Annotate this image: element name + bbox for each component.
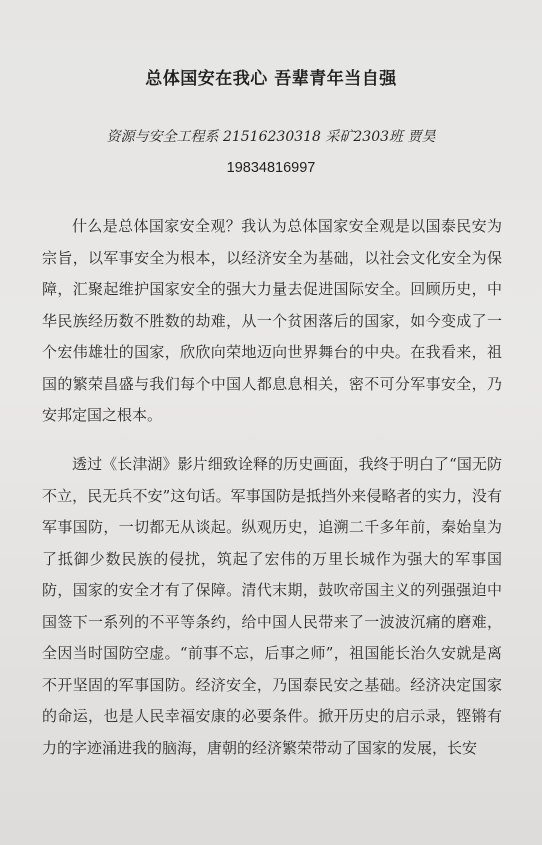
author-info: 资源与安全工程系 21516230318 采矿2303班 贾昊 (106, 129, 436, 145)
document-title: 总体国安在我心 吾辈青年当自强 (145, 69, 397, 89)
phone-number: 19834816997 (226, 160, 316, 176)
paragraph-2: 透过《长津湖》影片细致诠释的历史画面，我终于明白了“国无防不立，民无兵不安”这句话。军事国防是抵挡外来侵略者的实力，没有军事国防，一切都无从谈起。纵观历史，追溯二千多年前，秦始皇为了抵御少数民族的侵扰，筑起了宏伟的万里长城作为强大的军事国防，国家的安全才有了保障。清代末期，鼓吹帝国主义的列强强迫中国签下一系列的不平等条约，给中国人民带来了一波波沉痛的磨难，全因当时国防空虚。“前事不忘，后事之师”，祖国能长治久安就是离不开坚固的军事国防。经济安全，乃国泰民安之基础。经济决定国家的命运，也是人民幸福安康的必要条件。掀开历史的启示录，铿锵有力的字迹涌进我的脑海，唐朝的经济繁荣带动了国家的发展，长安 (42, 455, 502, 757)
paragraph-2-container (42, 449, 502, 764)
paragraph-1: 什么是总体国家安全观？我认为总体国家安全观是以国泰民安为宗旨，以军事安全为根本，以经济安全为基础，以社会文化安全为保障，汇聚起维护国家安全的强大力量去促进国际安全。回顾历史，中华民族经历数不胜数的劫难，从一个贫困落后的国家，如今变成了一个宏伟雄壮的国家，欣欣向荣地迈向世界舞台的中央。在我看来，祖国的繁荣昌盛与我们每个中国人都息息相关，密不可分军事安全，乃安邦定国之根本。 (42, 217, 502, 424)
paragraph-1-container (42, 211, 502, 432)
